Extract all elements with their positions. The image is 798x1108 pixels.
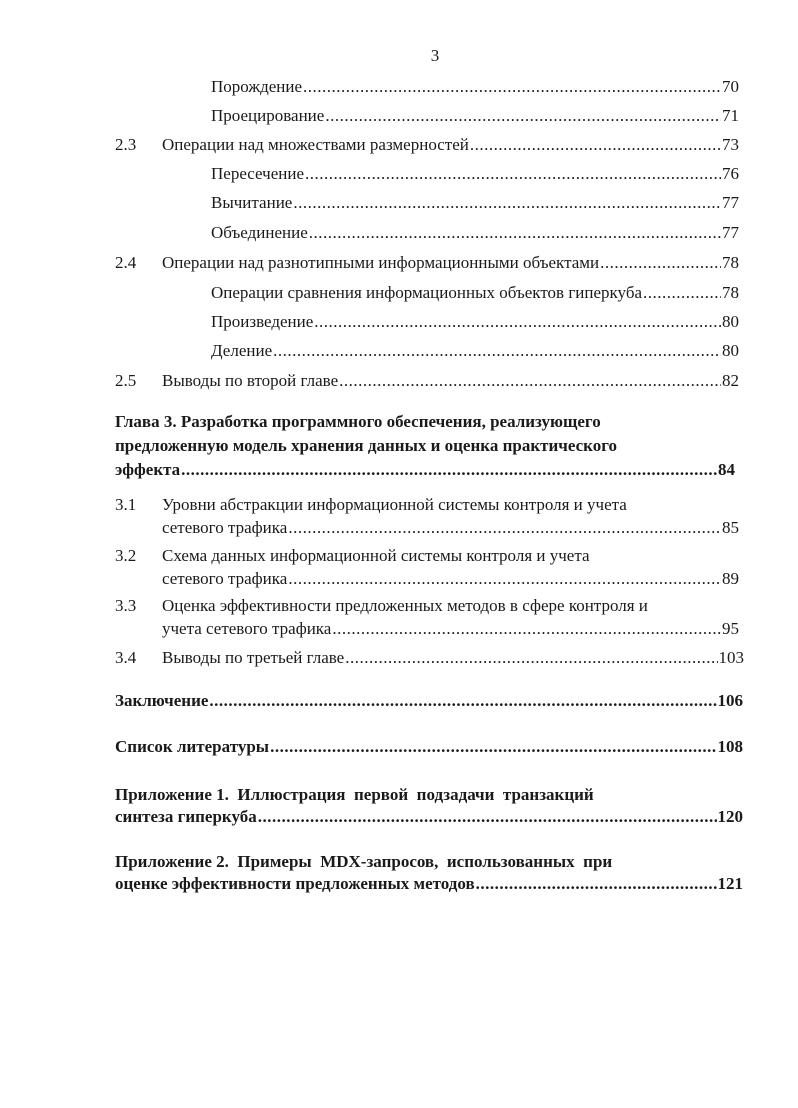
toc-title: Операции над разнотипными информационными объектами (162, 253, 600, 272)
toc-title: Операции сравнения информационных объектов гиперкуба (211, 283, 643, 302)
toc-page: 80 (722, 312, 739, 331)
toc-title: Проецирование (211, 106, 325, 125)
toc-title: Выводы по второй главе (162, 371, 339, 390)
toc-entry[interactable] (211, 192, 739, 214)
toc-entry[interactable] (162, 517, 739, 539)
toc-title: сетевого трафика (162, 518, 288, 537)
toc-leader (181, 459, 717, 481)
toc-entry[interactable] (211, 282, 739, 304)
toc-leader (309, 222, 721, 244)
section-number: 3.2 (115, 546, 137, 565)
toc-leader (273, 340, 721, 362)
toc-page: 70 (722, 77, 739, 96)
toc-entry-appendix-1[interactable] (115, 806, 743, 828)
appendix-1-line1: Приложение 1. Иллюстрация первой подзадачи транзакций (115, 785, 594, 804)
toc-title: Операции над множествами размерностей (162, 135, 469, 154)
toc-entry[interactable] (162, 134, 739, 156)
toc-title: Выводы по третьей главе (162, 648, 345, 667)
toc-title: Вычитание (211, 193, 293, 212)
section-number: 2.5 (115, 371, 137, 390)
toc-entry-appendix-2[interactable] (115, 873, 743, 895)
toc-page: 121 (717, 874, 743, 893)
toc-entry[interactable] (162, 370, 739, 392)
chapter-3-heading-line1: Глава 3. Разработка программного обеспечения, реализующего (115, 412, 601, 431)
toc-entry-references[interactable] (115, 736, 743, 758)
chapter-3-heading-line2: предложенную модель хранения данных и оценка практического (115, 436, 618, 455)
toc-entry[interactable] (211, 76, 739, 98)
toc-entry[interactable] (162, 252, 739, 274)
toc-title: Произведение (211, 312, 314, 331)
toc-entry[interactable] (211, 311, 739, 333)
toc-entry[interactable] (162, 647, 744, 669)
toc-title: Заключение (115, 691, 209, 710)
toc-leader (325, 105, 721, 127)
toc-page: 71 (722, 106, 739, 125)
toc-title: Деление (211, 341, 273, 360)
toc-entry[interactable] (162, 618, 739, 640)
toc-entry[interactable] (211, 163, 739, 185)
toc-page: 77 (722, 193, 739, 212)
toc-leader (314, 311, 721, 333)
toc-leader (600, 252, 721, 274)
toc-leader (293, 192, 721, 214)
section-number: 3.1 (115, 495, 137, 514)
toc-title: оценке эффективности предложенных методов (115, 874, 475, 893)
toc-page: 73 (722, 135, 739, 154)
toc-page: 120 (717, 807, 743, 826)
toc-title: Порождение (211, 77, 303, 96)
section-number: 3.4 (115, 648, 137, 667)
toc-title: Пересечение (211, 164, 305, 183)
toc-entry[interactable] (162, 568, 739, 590)
toc-leader (288, 517, 721, 539)
toc-title: Объединение (211, 223, 308, 242)
toc-leader (643, 282, 721, 304)
page-number: 3 (430, 46, 440, 65)
toc-title: эффекта (115, 460, 181, 479)
toc-title: сетевого трафика (162, 569, 288, 588)
toc-leader (470, 134, 721, 156)
appendix-2-line1: Приложение 2. Примеры MDX-запросов, использованных при (115, 852, 613, 871)
toc-leader (339, 370, 721, 392)
toc-page: 84 (718, 460, 735, 479)
toc-leader (258, 806, 717, 828)
section-number: 3.3 (115, 596, 137, 615)
toc-leader (209, 690, 716, 712)
toc-leader (288, 568, 721, 590)
toc-leader (305, 163, 721, 185)
section-number: 2.4 (115, 253, 137, 272)
toc-entry-line1: Схема данных информационной системы контроля и учета (162, 546, 590, 565)
toc-page: 77 (722, 223, 739, 242)
toc-page: 95 (722, 619, 739, 638)
toc-entry[interactable] (211, 222, 739, 244)
toc-entry-chapter-3[interactable] (115, 459, 735, 481)
toc-leader (345, 647, 717, 669)
toc-entry[interactable] (211, 340, 739, 362)
toc-entry-conclusion[interactable] (115, 690, 743, 712)
toc-page: 78 (722, 283, 739, 302)
toc-leader (270, 736, 716, 758)
section-number: 2.3 (115, 135, 137, 154)
toc-page: 82 (722, 371, 739, 390)
toc-page: 76 (722, 164, 739, 183)
toc-page: 106 (717, 691, 743, 710)
toc-page: 85 (722, 518, 739, 537)
toc-leader (476, 873, 717, 895)
toc-leader (332, 618, 721, 640)
toc-leader (303, 76, 721, 98)
toc-title: Список литературы (115, 737, 270, 756)
toc-title: синтеза гиперкуба (115, 807, 257, 826)
toc-page: 89 (722, 569, 739, 588)
toc-page: 80 (722, 341, 739, 360)
toc-entry-line1: Оценка эффективности предложенных методов в сфере контроля и (162, 596, 648, 615)
toc-page: 78 (722, 253, 739, 272)
toc-page: 103 (718, 648, 744, 667)
toc-entry[interactable] (211, 105, 739, 127)
toc-entry-line1: Уровни абстракции информационной системы контроля и учета (162, 495, 627, 514)
toc-title: учета сетевого трафика (162, 619, 332, 638)
toc-page: 108 (717, 737, 743, 756)
